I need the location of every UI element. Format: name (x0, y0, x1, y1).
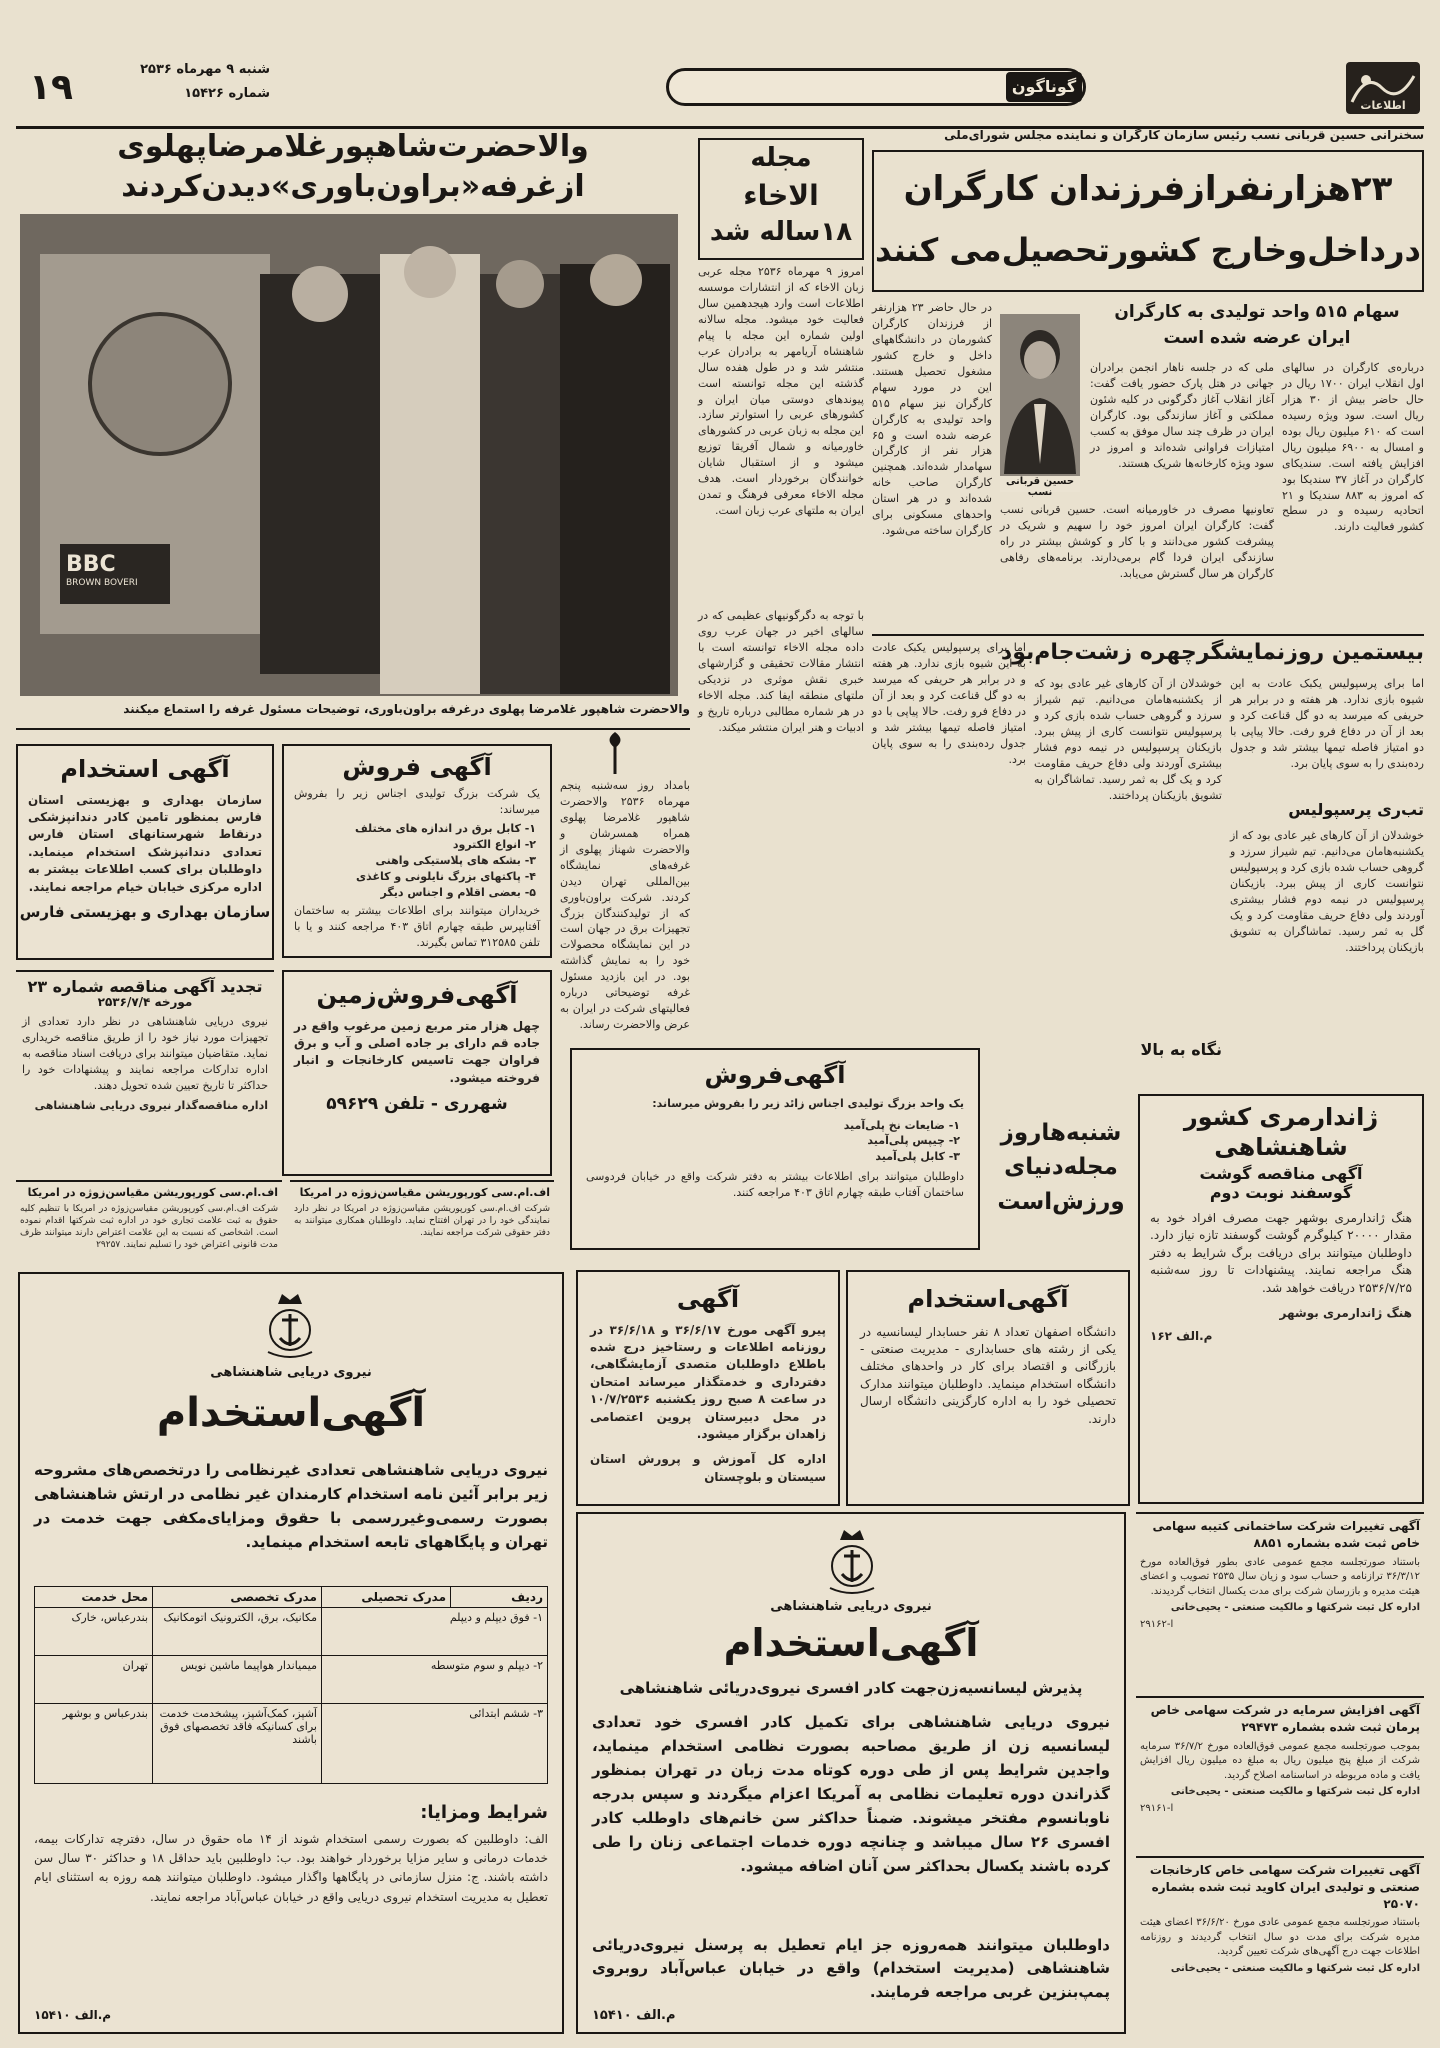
ad-sale-2-item-1: ۱- ضایعات نخ پلی‌آمید (843, 1118, 960, 1132)
table-cell: میمیاندار هواپیما ماشین نویس (153, 1656, 322, 1704)
ad-navy-2-title: آگهی‌استخدام (723, 1621, 979, 1665)
ad-saturday (986, 1114, 1136, 1260)
ad-exam (576, 1270, 840, 1506)
ad-saturday-1: شنبه‌هاروز (1000, 1120, 1122, 1146)
sport-col-a: خوشدلان از آن کارهای غیر عادی بود که از یکشنبه‌هامان می‌دانیم. تیم شیراز سرزد و گروهی حساب شده بازی کرد و پرسپولیس نتوانست کاری از پیش ببرد. بازیکنان پرسپولیس در نیمه دوم فشار بیشتری آوردند ولی دفاع حریف مقاومت کرد و یک گل به ثمر رسید. تماشاگران به تشویق بازیکنان پرداختند. (1034, 677, 1222, 802)
workers-col-d: تعاونیها مصرف در خاورمیانه است. حسین قربانی نسب گفت: کارگران ایران امروز خود را سهیم و شریک در پیشرفت کشور می‌دانند و با کار و کوشش بیشتر در راه سازندگی ایران فردا گام برمی‌دارند. برنامه‌های رفاهی کارگران هر سال گسترش می‌یابد. (1000, 503, 1274, 580)
ad-tender (16, 970, 274, 1176)
ad-land-title: آگهی‌فروش‌زمین (316, 981, 518, 1009)
portrait-icon (1000, 314, 1080, 474)
anchor-crown-icon (260, 1290, 320, 1360)
page-number: ۱۹ (29, 67, 73, 108)
ad-hire-fars-body: سازمان بهداری و بهزیستی استان فارس بمنظور تامین کادر دندانپزشکی درنقاط شهرستانهای استان فارس تعدادی دندانپزشک استخدام مینماید. داوطلبان برای کسب اطلاعات بیشتر به اداره مرکزی خیابان خیام مراجعه نمایند. (28, 792, 262, 894)
issue-date: شنبه ۹ مهرماه ۲۵۳۶ (140, 62, 270, 77)
sport-col-b-cont: خوشدلان از آن کارهای غیر عادی بود که از یکشنبه‌هامان می‌دانیم. تیم شیراز سرزد و گروهی حساب شده بازی کرد و پرسپولیس نتوانست کاری از پیش ببرد. بازیکنان پرسپولیس در نیمه دوم فشار بیشتری آوردند ولی دفاع حریف مقاومت کرد و یک گل به ثمر رسید. تماشاگران به تشویق بازیکنان پرداختند. (1230, 829, 1424, 954)
workers-col-b: ملی که در جلسه ناهار انجمن برادران جهانی در هتل پارک حضور یافت گفت: آغاز انقلاب آغاز دگرگونی در کلیه شئون مملکتی و آغاز سازندگی بود. کارگران ایران در ظرف چند سال موفق به کسب امتیازات فراوانی شده‌اند و امروز در سود ویژه کارخانه‌ها شریک هستند. (1090, 361, 1274, 470)
royal-photo (20, 214, 678, 696)
ad-sale-1-title: آگهی‌ فروش (342, 753, 492, 781)
workers-col-c: درباره‌ی کارگران در سالهای اول انقلاب ایران ۱۷۰۰ ریال در حال حاضر بیش از ۳۰ هزار ریال است. سود ویژه رسیده است که ۶۱۰ میلیون ریال بوده و امسال به ۶۹۰۰ میلیون ریال افزایش یافته است. سندیکای کارگران در آغاز ۳۷ سندیکا بود که امروز به ۸۸۳ سندیکا و ۲۱ اتحادیه رسیده و در سطح کشور فعالیت دارند. (1282, 361, 1424, 534)
ad-hire-fars (16, 744, 274, 960)
sport-headline: بیستمین روزنمایشگرچهره زشت‌جام‌بود (1000, 640, 1424, 665)
table-cell: تهران (35, 1656, 153, 1704)
ad-sale-1-item-1: ۱- کابل برق در اندازه های مختلف (354, 822, 536, 836)
ad-sale-2-intro: یک واحد بزرگ تولیدی اجناس زائد زیر را بفروش میرساند: (652, 1096, 964, 1110)
magazine-body-2: با توجه به دگرگونیهای عظیمی که در سالهای اخیر در جهان عرب روی داده مجله الاخاء توانسته است با انتشار مقالات تحقیقی و گزارشهای خبری نقش موثری در نزدیکی ملتهای منطقه ایفا کند. مجله الاخاء در هر شماره مطالبی درباره تاریخ و ادبیات و هنر ایران منتشر میکند. (698, 609, 864, 734)
ad-navy-1-table (34, 1586, 548, 1794)
magazine-body: امروز ۹ مهرماه ۲۵۳۶ مجله عربی زبان الاخاء که از انتشارات موسسه اطلاعات است وارد هیجدهمین سال فعالیت خود میشود. مجله سالانه اولین شماره این مجله با پیام شاهنشاه آریامهر به برادران عرب منتشر شد و در طول هفده سال گذشته این مجله توانسته است پیوندهای دوستی میان ایران و کشورهای عربی را استوارتر سازد. این مجله به زبان عربی در کشورهای خاورمیانه و شمال آفریقا توزیع میشود و از استقبال شایان خوانندگان برخوردار است. هدف مجله الاخاء معرفی فرهنگ و تمدن ایران به ملتهای عرب زبان است. (698, 265, 864, 518)
ad-navy-1-title: آگهی‌استخدام (156, 1390, 426, 1436)
ad-saturday-3: ورزش‌است (997, 1188, 1125, 1215)
ad-hire-fars-sign: سازمان بهداری و بهزیستی فارس (19, 902, 271, 921)
newspaper-logo (1346, 62, 1420, 114)
navy-table-header-4: محل خدمت (35, 1587, 153, 1608)
table-cell: مکانیک، برق، الکترونیک اتومکانیک (153, 1608, 322, 1656)
ad-saturday-2: مجله‌دنیای (1004, 1154, 1118, 1181)
ad-kv-3-sign: اداره کل ثبت شرکتها و مالکیت صنعتی - یحیی‌خانی (1170, 1962, 1420, 1974)
ad-fmc-1 (16, 1180, 282, 1258)
ad-navy-1-cond-title: شرایط ومزایا: (420, 1802, 548, 1823)
royal-headline-2: ازغرفه«براون‌باوری»دیدن‌کردند (121, 169, 585, 204)
ad-tender-date: مورخه ۲۵۳۶/۷/۴ (97, 995, 193, 1010)
sport-subhead-2: نگاه به بالا (1140, 1040, 1222, 1059)
table-cell: ۱- فوق دیپلم و دیپلم (322, 1608, 548, 1656)
ad-gendarme-code: م.الف ۱۶۲ (1150, 1329, 1213, 1344)
ad-fmc-2-body: شرکت اف.ام.سی کورپوریشن مقیاسن‌زوژه در امریکا در نظر دارد نمایندگی خود را در تهران افتتاح نماید. داوطلبان همکاری میتوانند به دفتر حقوقی شرکت مراجعه نمایند. (294, 1204, 550, 1239)
ad-exam-body: پیرو آگهی مورخ ۳۶/۶/۱۷ و ۳۶/۶/۱۸ در روزنامه اطلاعات و رستاخیز درج شده باطلاع داوطلبان متصدی آزمایشگاهی، دفترداری و خدمتگذار میرساند امتحان در ساعت ۸ صبح روز یکشنبه ۱۰/۷/۲۵۳۶ در محل دبیرستان پروین اعتصامی زاهدان برگزار میشود. (590, 1322, 826, 1441)
navy-table-header-2: مدرک تحصیلی (322, 1587, 451, 1608)
workers-headline-2: درداخل‌وخارج کشورتحصیل‌می کنند (875, 231, 1421, 269)
ad-navy-2-apply: داوطلبان میتوانند همه‌روزه جز ایام تعطیل به پرسنل نیروی‌دریائی شاهنشاهی (مدیریت استخدام) واقع در خیابان عباس‌آباد روبروی پمپ‌بنزین غربی مراجعه فرمایند. (592, 1936, 1110, 2001)
table-cell: آشپز، کمک‌آشپز، پیشخدمت خدمت برای کسانیکه فاقد تخصصهای فوق باشند (153, 1704, 322, 1784)
ad-sale-2 (570, 1048, 980, 1250)
portrait-caption: حسین قربانی نسب (1000, 476, 1080, 492)
ad-kv-3-title: آگهی تغییرات شرکت سهامی خاص کارخانجات صنعتی و تولیدی ایران کاوید ثبت شده بشماره ۲۵۰۷۰ (1149, 1863, 1420, 1911)
navy-table-header-3: مدرک تخصصی (153, 1587, 322, 1608)
ad-kv-2 (1136, 1696, 1424, 1846)
ad-navy-1-code: م.الف ۱۵۴۱۰ (34, 2008, 112, 2022)
ad-navy-1 (18, 1272, 564, 2034)
royal-caption: والاحضرت شاهپور غلامرضا پهلوی درغرفه براون‌باوری، توضیحات مسئول غرفه را استماع میکنند (123, 702, 690, 716)
workers-subhead: سهام ۵۱۵ واحد تولیدی به کارگران ایران عرضه شده است (1114, 302, 1400, 348)
ad-land-phone: شهرری - تلفن ۵۹۶۲۹ (326, 1094, 508, 1115)
ad-exam-sign: اداره کل آموزش و پرورش استان سیستان و بلوچستان (590, 1452, 826, 1484)
sport-col-c: اما برای پرسپولیس یکبک عادت به این شیوه بازی ندارد. هر هفته و در برابر هر حریفی که میرسد به دو گل قناعت کرد و بعد از آن در دفاع فرو رفت. حالا پیاپی با دو امتیاز فاصله تیمها بیشتر شد و جدول رده‌بندی را به سوی پایان برد. (872, 641, 1026, 766)
visit-body: بامداد روز سه‌شنبه پنجم مهرماه ۲۵۳۶ والاحضرت شاهپور غلامرضا پهلوی همراه همسرشان و والاحضرت شهناز پهلوی از غرفه‌های نمایشگاه بین‌المللی تهران دیدن کردند. شرکت براون‌باوری که از تولیدکنندگان بزرگ تجهیزات برق در جهان است در این نمایشگاه محصولات خود را به نمایش گذاشته بود. در این بازدید مسئول غرفه توضیحاتی درباره فعالیتهای شرکت در ایران به عرض والاحضرت رساند. (560, 779, 690, 1032)
ad-kv-1-sign: اداره کل ثبت شرکتها و مالکیت صنعتی - یحیی‌خانی (1170, 1602, 1420, 1614)
issue-number: شماره ۱۵۴۲۶ (184, 86, 270, 101)
table-row (35, 1608, 548, 1656)
ad-kv-3-body: باستناد صورتجلسه مجمع عمومی عادی مورخ ۳۶/۶/۲۰ اعضای هیئت مدیره شرکت برای مدت دو سال انتخاب گردیدند و روزنامه اطلاعات جهت درج آگهی‌های شرکت تعیین گردید. (1140, 1917, 1420, 1958)
anchor-crown-icon (822, 1526, 882, 1596)
section-label: گوناگون (1006, 72, 1082, 102)
ad-tender-title: تجدید آگهی مناقصه شماره ۲۳ (27, 977, 263, 996)
flower-divider-icon (600, 730, 630, 774)
ad-kv-1-body: باستناد صورتجلسه مجمع عمومی عادی بطور فوق‌العاده مورخ ۳۶/۳/۱۲ ترازنامه و حساب سود و زیان سال ۲۵۳۵ تصویب و اعضای هیئت مدیره و بازرسان شرکت برای مدت یکسال انتخاب گردیدند. (1140, 1556, 1420, 1597)
ad-fmc-1-title: اف.ام.سی کورپوریشن مقیاسن‌زوژه در امریکا (27, 1186, 278, 1199)
masthead (16, 58, 1424, 122)
ad-kv-1 (1136, 1512, 1424, 1686)
ad-land (282, 970, 552, 1176)
ad-sale-1-item-4: ۴- پاکتهای بزرگ نایلونی و کاغذی (356, 870, 536, 884)
ad-sale-1-note: خریداران میتوانند برای اطلاعات بیشتر به ساختمان آفتابپرس طبقه چهارم اتاق ۴۰۳ مراجعه کنند و یا با تلفن ۳۱۲۵۸۵ تماس بگیرند. (294, 904, 541, 950)
ad-navy-2-body: نیروی دریایی شاهنشاهی برای تکمیل کادر افسری خود تعدادی لیسانسیه زن از طریق مصاحبه بصورت نظامی استخدام مینماید، واجدین شرایط پس از طی دوره کوتاه مدت زبان در تهران بمنظور گذراندن دوره تعلیمات نظامی به آمریکا اعزام میگردند و سپس بدرجه ناوبانسوم مفتخر میشوند. ضمناً حداکثر سن خانم‌های داوطلب کادر افسری ۲۶ سال میباشد و چنانچه دوره خدمات اجتماعی زنان را طی کرده باشند یکسال بحداکثر سن آنان اضافه میشود. (592, 1713, 1110, 1875)
workers-headline-1: ۲۳هزارنفرازفرزندان کارگران (903, 169, 1393, 209)
ad-gendarme-title-1: ژاندارمری کشور (1183, 1103, 1379, 1131)
sport-col-b: اما برای پرسپولیس یکبک عادت به این شیوه بازی ندارد. هر هفته و در برابر هر حریفی که میرسد به دو گل قناعت کرد و بعد از آن در دفاع فرو رفت. حالا پیاپی با دو امتیاز فاصله تیمها بیشتر شد و جدول رده‌بندی را به سوی پایان برد. (1230, 677, 1424, 770)
ad-kv-1-code: ا-۲۹۱۶۲ (1140, 1618, 1174, 1630)
navy-table-header-1: ردیف (451, 1587, 548, 1608)
table-cell: بندرعباس و بوشهر (35, 1704, 153, 1784)
ad-university (846, 1270, 1130, 1506)
ad-kv-2-code: ا-۲۹۱۶۱ (1140, 1802, 1174, 1814)
navy-emblem-1 (260, 1290, 320, 1360)
ad-navy-2 (576, 1512, 1126, 2034)
bbc-label: BBC (66, 552, 116, 577)
ad-sale-1-item-5: ۵- بعضی اقلام و اجناس دیگر (380, 886, 536, 900)
table-cell: ۳- ششم ابتدائی (322, 1704, 548, 1784)
ad-land-body: چهل هزار متر مربع زمین مرغوب واقع در جاده قم دارای بر جاده اصلی و آب و برق فراوان جهت تاسیس کارخانجات و انبار فروخته میشود. (294, 1018, 540, 1085)
ad-gendarme-title-2: شاهنشاهی (1214, 1132, 1348, 1161)
ad-gendarme-body: هنگ ژاندارمری بوشهر جهت مصرف افراد خود به مقدار ۲۰۰۰۰ کیلوگرم گوشت گوسفند تازه نیاز دارد. داوطلبان میتوانند برای دریافت برگ شرایط به دفتر هنگ مراجعه نمایند. پیشنهادات تا روز سه‌شنبه ۲۵۳۶/۷/۲۵ دریافت خواهد شد. (1150, 1210, 1412, 1295)
workers-kicker: سخنرانی حسین قربانی نسب رئیس سازمان کارگران و نماینده مجلس شورای‌ملی (944, 128, 1424, 142)
ad-gendarme-sub-1: آگهی مناقصه گوشت (1199, 1164, 1363, 1184)
table-cell: بندرعباس، خارک (35, 1608, 153, 1656)
ad-sale-2-item-3: ۳- کابل پلی‌آمید (875, 1150, 960, 1164)
ad-gendarme-sign: هنگ ژاندارمری بوشهر (1279, 1305, 1412, 1320)
workers-col-a: در حال حاضر ۲۳ هزارنفر از فرزندان کارگران کشورمان در دانشگاههای داخل و خارج کشور مشغول تحصیل هستند. این در مورد سهام کارگران نیز سهام ۵۱۵ واحد تولیدی به کارگران عرضه شده است و ۶۵ هزار نفر از کارگران سهامدار شده‌اند. همچنین کارگران صاحب خانه شده‌اند و در هر استان واحدهای مسکونی برای کارگران ساخته می‌شود. (872, 301, 992, 538)
ad-tender-sign: اداره مناقصه‌گذار نیروی دریایی شاهنشاهی (34, 1098, 268, 1112)
ad-sale-1-intro: یک شرکت بزرگ تولیدی اجناس زیر را بفروش میرساند: (294, 786, 540, 816)
photo-scene-icon (20, 214, 678, 696)
magazine-title-3: ۱۸ساله شد (709, 217, 853, 247)
ad-navy-2-org: نیروی دریایی شاهنشاهی (770, 1599, 932, 1614)
ad-sale-2-item-2: ۲- چیپس پلی‌آمید (867, 1134, 960, 1148)
magazine-title-box (698, 138, 864, 260)
ad-fmc-2-title: اف.ام.سی کورپوریشن مقیاسن‌زوژه در امریکا (299, 1186, 550, 1199)
ad-university-body: دانشگاه اصفهان تعداد ۸ نفر حسابدار لیسانسیه در یکی از رشته های حسابداری - مدیریت صنعتی - بازرگانی و اقتصاد برای کار در واحدهای مختلف دانشگاه استخدام مینماید. داوطلبان میتوانند مدارک تحصیلی خود را به اداره کارگزینی دانشگاه ارسال دارند. (860, 1324, 1117, 1426)
ad-kv-2-body: بموجب صورتجلسه مجمع عمومی فوق‌العاده مورخ ۳۶/۷/۲ سرمایه شرکت از مبلغ پنج میلیون ریال به مبلغ ده میلیون ریال افزایش یافت و ماده مربوطه در اساسنامه اصلاح گردید. (1140, 1740, 1421, 1781)
table-row (35, 1704, 548, 1784)
table-row (35, 1656, 548, 1704)
navy-emblem-2 (822, 1526, 882, 1596)
ad-kv-2-title: آگهی افزایش سرمایه در شرکت سهامی خاص پرمان ثبت شده بشماره ۲۹۴۷۳ (1150, 1703, 1420, 1734)
ad-navy-2-code: م.الف ۱۵۴۱۰ (592, 2008, 676, 2023)
logo-text: اطلاعات (1360, 99, 1406, 112)
ad-fmc-2 (290, 1180, 554, 1258)
magazine-title-2: الاخاء (743, 179, 819, 212)
ad-university-title: آگهی‌استخدام (907, 1285, 1069, 1313)
sport-subhead-1: تب‌ری پرسپولیس (1288, 800, 1424, 819)
ad-navy-1-intro: نیروی دریایی شاهنشاهی تعدادی غیرنظامی را درتخصص‌های مشروحه زیر برابر آئین نامه استخدام کارمندان غیر نظامی در ارتش شاهنشاهی بصورت رسمی‌وغیررسمی با حقوق ومزایای‌مکفی جهت خدمت در تهران و پایگاههای تابعه استخدام مینماید. (34, 1461, 548, 1551)
ad-hire-fars-title: آگهی استخدام (60, 755, 230, 783)
ad-sale-1-item-2: ۲- انواع الکترود (452, 838, 536, 852)
ad-kv-3 (1136, 1856, 1424, 2034)
ad-sale-2-title: آگهی‌فروش (704, 1061, 846, 1089)
ad-kv-2-sign: اداره کل ثبت شرکتها و مالکیت صنعتی - یحیی‌خانی (1170, 1786, 1420, 1798)
magazine-title-1: مجله (750, 143, 812, 173)
workers-headline-box (872, 150, 1424, 292)
royal-headline-1: والاحضرت‌شاهپورغلامرضاپهلوی (117, 129, 589, 164)
ad-gendarme (1138, 1094, 1424, 1504)
ad-navy-2-sub: پذیرش لیسانسیه‌زن‌جهت کادر افسری نیروی‌دریائی شاهنشاهی (619, 1679, 1083, 1697)
ad-navy-1-org: نیروی دریایی شاهنشاهی (210, 1365, 372, 1380)
ad-kv-1-title: آگهی تغییرات شرکت ساختمانی کتیبه سهامی خاص ثبت شده بشماره ۸۸۵۱ (1152, 1519, 1420, 1550)
ad-fmc-1-body: شرکت اف.ام.سی کورپوریشن مقیاسن‌زوژه در امریکا با تنظیم کلیه حقوق به ثبت علامت تجاری خود در اداره ثبت شرکتها اقدام نموده است. اشخاصی که نسبت به این علامت اعتراض دارند میتوانند ظرف مدت قانونی اعتراض خود را تسلیم نمایند. ۲۹۲۵۷ (20, 1204, 278, 1251)
ad-sale-1-item-3: ۳- بشکه های پلاستیکی واهنی (375, 854, 536, 868)
ad-sale-2-note: داوطلبان میتوانند برای اطلاعات بیشتر به دفتر شرکت واقع در خیابان فردوسی ساختمان آفتاب طبقه چهارم اتاق ۴۰۳ مراجعه کنند. (586, 1170, 964, 1200)
ad-navy-1-conditions: الف: داوطلبین که بصورت رسمی استخدام شوند از ۱۴ ماه حقوق در سال، دفترچه تدارکات بیمه، خدمات درمانی و سایر مزایا برخوردار خواهند بود. ب: داوطلبین باید حداقل ۱۸ و حداکثر ۳۰ سال سن داشته باشند. ج: منزل سازمانی در پایگاهها واگذار میشود. داوطلبان میتوانند همه روزه به استثنای ایام تعطیل به مدیریت استخدام نیروی دریایی واقع در خیابان عباس‌آباد مراجعه نمایند. (34, 1832, 548, 1904)
ad-gendarme-sub-2: گوسفند نوبت دوم (1209, 1182, 1353, 1202)
bbc-sub-label: BROWN BOVERI (66, 578, 138, 588)
table-cell: ۲- دیپلم و سوم متوسطه (322, 1656, 548, 1704)
workers-portrait (1000, 314, 1080, 498)
ad-tender-body: نیروی دریایی شاهنشاهی در نظر دارد تعدادی از تجهیزات مورد نیاز خود را از طریق مناقصه خریداری نماید. متقاضیان میتوانند برای دریافت اسناد مناقصه به اداره تدارکات مراجعه نمایند و پیشنهادات خود را حداکثر تا تاریخ تعیین شده تحویل دهند. (22, 1015, 268, 1092)
ad-exam-title: آگهی (676, 1285, 740, 1313)
ad-sale-1 (282, 744, 552, 958)
